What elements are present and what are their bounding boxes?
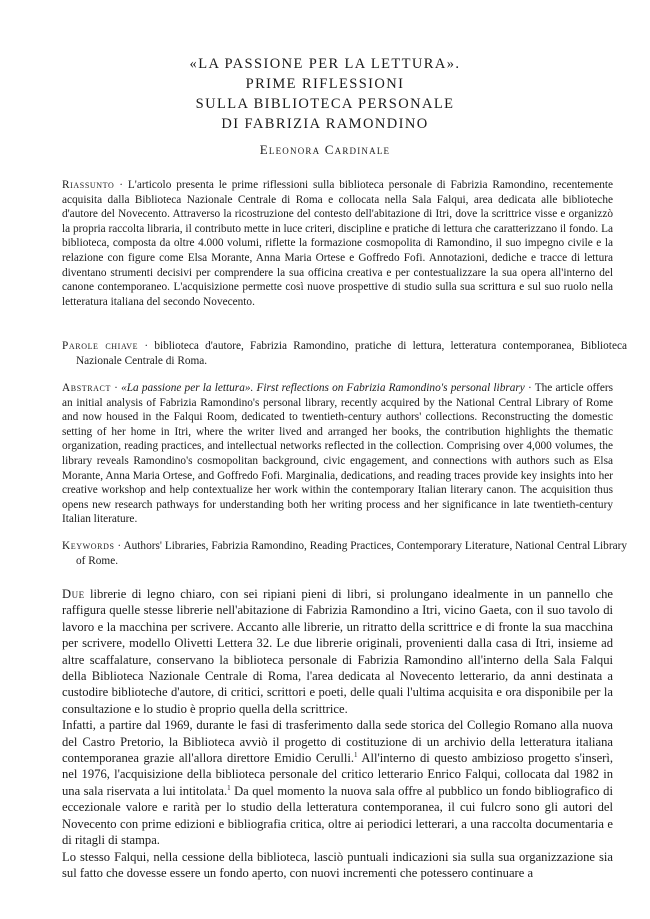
keywords-separator: · — [117, 540, 122, 552]
footnote-ref-2[interactable]: 1 — [227, 783, 231, 792]
footnote-ref-1[interactable]: 1 — [353, 751, 358, 760]
abstract-label: Abstract — [62, 382, 111, 394]
keywords-text: Authors' Libraries, Fabrizia Ramondino, Reading Practices, Contemporary Literature, National Central Library of Rome. — [76, 540, 628, 567]
author-name: Eleonora Cardinale — [259, 142, 391, 157]
parole-chiave-label: Parole chiave — [62, 340, 139, 352]
riassunto-text: L'articolo presenta le prime riflessioni sulla biblioteca personale di Fabrizia Ramondino, recentemente acquisita dalla Biblioteca Nazionale Centrale di Roma e collocata nella Sala Falqui, area dedicata alle biblioteche d'autore del Novecento. Attraverso la ricostruzione del contesto dell'abitazione di Itri, dove la scrittrice visse e organizzò la propria raccolta libraria, il contributo mette in luce criteri, discipline e pratiche di lettura che caratterizzano il fondo. La biblioteca, composta da oltre 4.000 volumi, riflette la formazione cosmopolita di Ramondino, il suo impegno civile e la relazione con figure come Elsa Morante, Anna Maria Ortese e Goffredo Fofi. Annotazioni, dediche e tracce di lettura diventano strumenti decisivi per comprendere la sua officina creativa e per contestualizzare la sua opera all'interno del canone contemporaneo. L'acquisizione permette così nuove prospettive di studio sulla sua scrittura e sul suo ruolo nella letteratura italiana del secondo Novecento. — [62, 179, 614, 308]
abstract-italic-title: «La passione per la lettura». First reflections on Fabrizia Ramondino's personal library — [121, 382, 525, 394]
parole-chiave-separator: · — [144, 340, 149, 352]
abstract-block — [62, 381, 613, 527]
body-text — [62, 586, 613, 881]
drop-word: Due — [62, 587, 85, 601]
paragraph-1-text: librerie di legno chiaro, con sei ripiani pieni di libri, si prolungano idealmente in un pannello che raffigura quelle stesse librerie nell'abitazione di Fabrizia Ramondino a Itri, vicino Gaeta, con il suo tavolo di lavoro e la macchina per scrivere. Accanto alle librerie, un ritratto della scrittrice e di fronte la sua macchina per scrivere, modello Olivetti Lettera 32. Le due librerie originali, provenienti dalla casa di Itri, insieme ad altre scaffalature, conservano la biblioteca personale di Fabrizia Ramondino all'interno della Sala Falqui della Biblioteca Nazionale Centrale di Roma, l'area dedicata al Novecento letterario, da anni destinata a custodire biblioteche d'autore, di critici, scrittori e poeti, delle quali l'ultima acquisita e ora disponibile per la consultazione e lo studio è proprio quella della scrittrice. — [62, 587, 613, 716]
abstract-separator-2: · — [527, 382, 532, 394]
article-title — [0, 54, 650, 134]
body-paragraph-1 — [62, 586, 613, 717]
keywords-label: Keywords — [62, 540, 115, 552]
title-line-1: «LA PASSIONE PER LA LETTURA». — [189, 56, 461, 72]
paragraph-2-text-a: Infatti, a partire dal 1969, durante le fasi di trasferimento dalla sede storica del Collegio Romano alla nuova del Castro Pretorio, la Biblioteca avviò il progetto di costituzione di un archivio della letteratura italiana contemporanea grazie all'allora direttore Emidio Cerulli. — [62, 718, 613, 766]
paragraph-2-text-c: Da quel momento la nuova sala offre al pubblico un fondo bibliografico di eccezionale valore e rarità per lo studio della letteratura contemporanea, il cui fulcro sono gli autori del Novecento con prime edizioni e bibliografia critica, oltre ai periodici letterari, a una raccolta documentaria e di ritagli di stampa. — [62, 783, 613, 848]
title-line-2: PRIME RIFLESSIONI — [245, 76, 405, 92]
title-line-4: DI FABRIZIA RAMONDINO — [221, 116, 429, 132]
parole-chiave-text: biblioteca d'autore, Fabrizia Ramondino, pratiche di lettura, letteratura contemporanea, Biblioteca Nazionale Centrale di Roma. — [76, 340, 627, 367]
keywords-block — [62, 539, 627, 568]
abstract-separator: · — [114, 382, 118, 394]
parole-chiave-block — [62, 339, 627, 368]
abstract-text: The article offers an initial analysis of Fabrizia Ramondino's personal library, recently acquired by the National Central Library of Rome and now housed in the Falqui Room, dedicated to twentieth-century authors' collections. Reconstructing the domestic setting of her home in Itri, where the writer lived and arranged her books, the contribution highlights the thematic organization, reading practices, and intellectual networks reflected in the collection. Comprising over 4,000 volumes, the library reveals Ramondino's cosmopolitan background, civic engagement, and connections with authors such as Elsa Morante, Anna Maria Ortese, and Goffredo Fofi. Marginalia, dedications, and reading traces provide key insights into her creative workshop and help contextualize her work within the contemporary Italian literary canon. The acquisition thus opens new research pathways for understanding both her writing process and her significance in late twentieth-century Italian literature. — [62, 382, 613, 526]
body-paragraph-2 — [62, 717, 613, 848]
riassunto-separator: · — [119, 179, 124, 191]
paragraph-2-text-b: All'interno di questo ambizioso progetto s'inserì, nel 1976, l'acquisizione della biblioteca personale del critico letterario Enrico Falqui, collocata dal 1982 in una sala riservata a lui intitolata. — [62, 751, 614, 798]
riassunto-block — [62, 178, 613, 309]
riassunto-label: Riassunto — [62, 179, 115, 191]
title-line-3: SULLA BIBLIOTECA PERSONALE — [195, 96, 455, 112]
body-paragraph-3: Lo stesso Falqui, nella cessione della biblioteca, lasciò puntuali indicazioni sia sulla sua organizzazione sia sul fatto che dovesse essere un fondo aperto, con nuovi incrementi che potessero continuare a — [62, 849, 613, 880]
